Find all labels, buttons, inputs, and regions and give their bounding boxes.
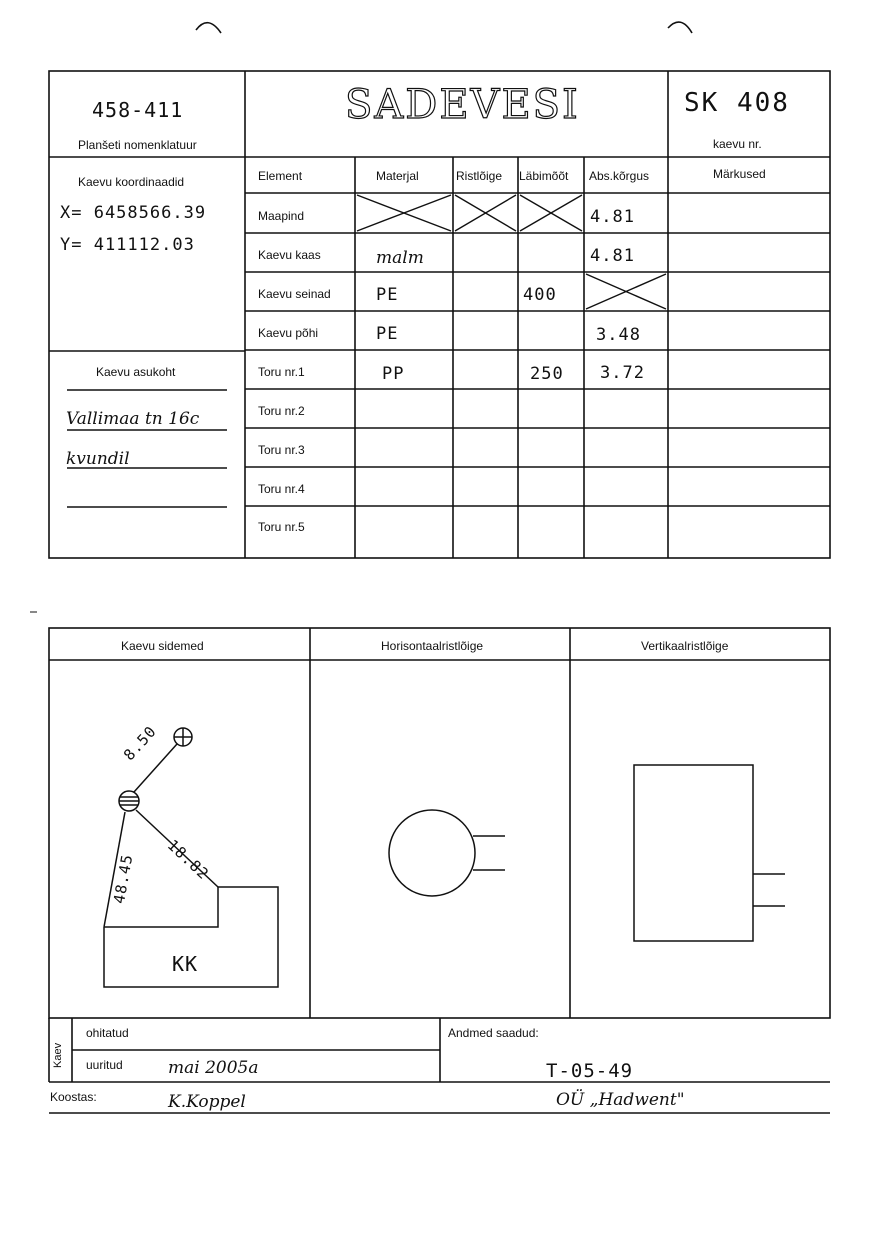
panel-title-vertical: Vertikaalristlõige (641, 639, 729, 653)
well-number-label: kaevu nr. (713, 137, 762, 151)
page-title: SADEVESI (345, 82, 580, 128)
column-header-abs-height: Abs.kõrgus (589, 169, 650, 183)
surveyed-label: uuritud (86, 1058, 123, 1072)
row-element-pipe-2: Toru nr.2 (258, 404, 305, 418)
row-element-pipe-1: Toru nr.1 (258, 365, 305, 379)
row-abs-ground: 4.81 (590, 207, 635, 227)
checked-label: ohitatud (86, 1026, 129, 1040)
well-number-value: SK 408 (684, 88, 790, 118)
dimension-label-hydrant: 8.50 (120, 722, 161, 765)
plansheet-label: Planšeti nomenklatuur (78, 138, 197, 152)
row-material-lid: malm (376, 248, 424, 268)
building-label: KK (172, 952, 199, 976)
location-label: Kaevu asukoht (96, 365, 176, 379)
panel-title-horizontal: Horisontaalristlõige (381, 639, 484, 653)
sketch-frame (49, 628, 830, 1018)
row-element-bottom: Kaevu põhi (258, 326, 319, 340)
footer-side-label: Kaev (52, 1042, 64, 1068)
row-abs-bottom: 3.48 (596, 325, 641, 345)
location-line-1: Vallimaa tn 16c (66, 409, 200, 429)
column-header-diameter: Läbimõõt (519, 169, 569, 183)
dimension-label-left-corner: 48.45 (110, 852, 137, 906)
vertical-section (634, 765, 785, 941)
punch-hole-right (668, 22, 692, 33)
column-header-cross-section: Ristlõige (456, 169, 503, 183)
row-abs-lid: 4.81 (590, 246, 635, 266)
column-header-notes: Märkused (713, 167, 766, 181)
surveyed-value: mai 2005a (168, 1058, 259, 1078)
row-abs-pipe-1: 3.72 (600, 363, 645, 383)
row-element-lid: Kaevu kaas (258, 248, 321, 262)
panel-title-ties: Kaevu sidemed (121, 639, 204, 653)
row-diameter-walls: 400 (523, 285, 557, 305)
company-value: OÜ „Hadwent" (556, 1090, 685, 1110)
coordinates-label: Kaevu koordinaadid (78, 175, 185, 189)
coordinate-y: Y= 411112.03 (60, 235, 195, 255)
row-element-pipe-5: Toru nr.5 (258, 520, 305, 534)
compiled-label: Koostas: (50, 1090, 97, 1104)
punch-hole-left (196, 23, 221, 33)
location-line-2: kvundil (66, 449, 130, 469)
data-source-label: Andmed saadud: (448, 1026, 539, 1040)
row-element-pipe-3: Toru nr.3 (258, 443, 305, 457)
row-element-ground: Maapind (258, 209, 305, 223)
row-material-bottom: PE (376, 324, 399, 344)
data-source-value: T-05-49 (546, 1060, 634, 1082)
column-header-material: Materjal (376, 169, 419, 183)
dimension-label-right-corner: 18.82 (163, 836, 213, 884)
horizontal-section (389, 810, 505, 896)
row-material-pipe-1: PP (382, 364, 405, 384)
row-element-pipe-4: Toru nr.4 (258, 482, 305, 496)
column-header-element: Element (258, 169, 303, 183)
compiled-value: K.Koppel (168, 1092, 246, 1112)
row-element-walls: Kaevu seinad (258, 287, 331, 301)
row-material-walls: PE (376, 285, 399, 305)
plansheet-value: 458-411 (92, 98, 184, 122)
row-diameter-pipe-1: 250 (530, 364, 564, 384)
coordinate-x: X= 6458566.39 (60, 203, 207, 223)
